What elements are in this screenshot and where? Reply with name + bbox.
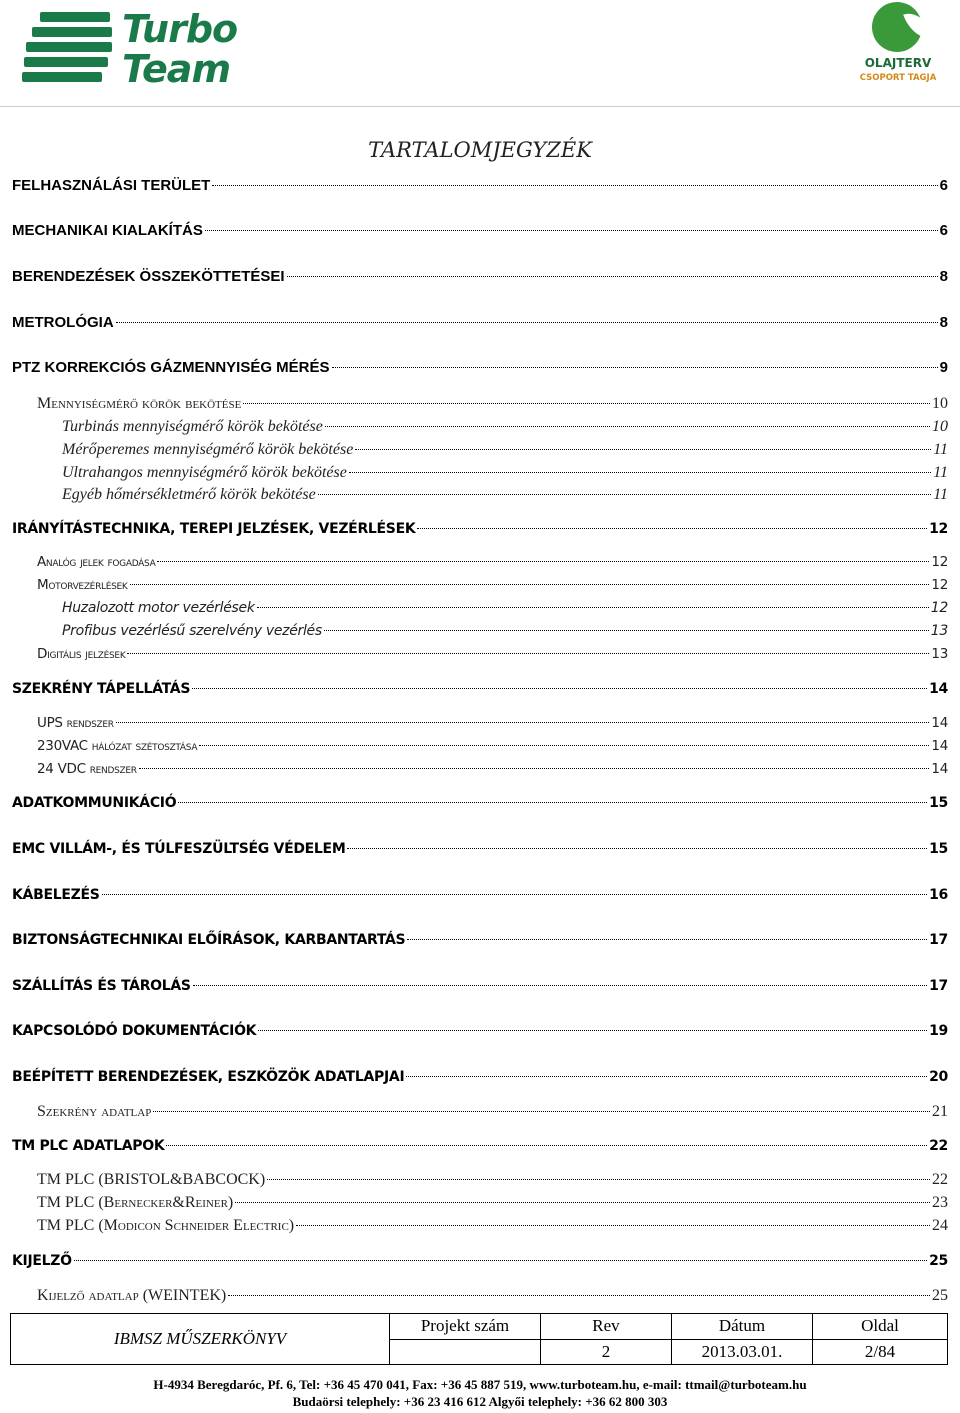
- revision-value: 2: [541, 1339, 672, 1365]
- toc-entry[interactable]: KAPCSOLÓDÓ DOKUMENTÁCIÓK 19: [12, 1023, 948, 1039]
- date-header: Dátum: [672, 1314, 813, 1340]
- toc-entry[interactable]: PTZ KORREKCIÓS GÁZMENNYISÉG MÉRÉS 9: [12, 359, 948, 376]
- toc-entry[interactable]: SZÁLLÍTÁS ÉS TÁROLÁS 17: [12, 978, 948, 994]
- toc-entry[interactable]: Digitális jelzések 13: [37, 646, 948, 662]
- toc-entry[interactable]: 24 VDC rendszer 14: [37, 761, 948, 777]
- page-header: [0, 0, 960, 110]
- toc-entry[interactable]: EMC VILLÁM-, ÉS TÚLFESZÜLTSÉG VÉDELEM 15: [12, 841, 948, 857]
- footer-address: H-4934 Beregdaróc, Pf. 6, Tel: +36 45 470 041, Fax: +36 45 887 519, www.turboteam.hu, e-mail: ttmail@turboteam.hu: [153, 1377, 807, 1392]
- toc-entry[interactable]: Mennyiségmérő körök bekötése 10: [37, 395, 948, 412]
- turbo-team-logo: [22, 7, 322, 91]
- page-header-cell: Oldal: [813, 1314, 948, 1340]
- partner-sub: CSOPORT TAGJA: [859, 73, 937, 83]
- toc-entry[interactable]: BEÉPÍTETT BERENDEZÉSEK, ESZKÖZÖK ADATLAPJAI 20: [12, 1069, 948, 1085]
- toc-entry[interactable]: Huzalozott motor vezérlések 12: [62, 600, 948, 616]
- revision-header: Rev: [541, 1314, 672, 1340]
- toc-entry[interactable]: Egyéb hőmérsékletmérő körök bekötése 11: [62, 486, 948, 503]
- toc-entry[interactable]: 230VAC hálózat szétosztása 14: [37, 738, 948, 754]
- toc-entry[interactable]: TM PLC (BRISTOL&BABCOCK) 22: [37, 1171, 948, 1188]
- toc-title: TARTALOMJEGYZÉK: [368, 138, 592, 162]
- partner-name: OLAJTERV: [864, 56, 932, 70]
- toc-entry[interactable]: UPS rendszer 14: [37, 715, 948, 731]
- toc-entry[interactable]: TM PLC (Modicon Schneider Electric) 24: [37, 1217, 948, 1234]
- toc-entry[interactable]: Profibus vezérlésű szerelvény vezérlés 13: [62, 623, 948, 639]
- toc-entry[interactable]: Ultrahangos mennyiségmérő körök bekötése 11: [62, 464, 948, 481]
- logo-bars-icon: [22, 10, 114, 88]
- header-divider: [0, 106, 960, 107]
- toc-entry[interactable]: Kijelző adatlap (WEINTEK) 25: [37, 1287, 948, 1304]
- toc-entry[interactable]: Szekrény adatlap 21: [37, 1103, 948, 1120]
- toc-entry[interactable]: BERENDEZÉSEK ÖSSZEKÖTTETÉSEI 8: [12, 268, 948, 285]
- toc-entry[interactable]: Turbinás mennyiségmérő körök bekötése 10: [62, 418, 948, 435]
- leaf-circle-icon: [872, 2, 922, 52]
- toc-entry[interactable]: SZEKRÉNY TÁPELLÁTÁS 14: [12, 681, 948, 697]
- toc-entry[interactable]: ADATKOMMUNIKÁCIÓ 15: [12, 795, 948, 811]
- toc-entry[interactable]: Motorvezérlések 12: [37, 577, 948, 593]
- date-value: 2013.03.01.: [672, 1339, 813, 1365]
- project-number-value: [390, 1339, 541, 1365]
- toc-entry[interactable]: KÁBELEZÉS 16: [12, 887, 948, 903]
- project-number-header: Projekt szám: [390, 1314, 541, 1340]
- document-info-table: [10, 1313, 948, 1365]
- toc-entry[interactable]: Mérőperemes mennyiségmérő körök bekötése 11: [62, 441, 948, 458]
- olajterv-logo: [850, 2, 946, 88]
- toc-entry[interactable]: KIJELZŐ 25: [12, 1253, 948, 1269]
- logo-word-team: Team: [122, 47, 231, 91]
- toc-entry[interactable]: TM PLC ADATLAPOK 22: [12, 1138, 948, 1154]
- logo-word-turbo: Turbo: [122, 7, 238, 51]
- page-number-value: 2/84: [813, 1339, 948, 1365]
- toc-entry[interactable]: IRÁNYÍTÁSTECHNIKA, TEREPI JELZÉSEK, VEZÉRLÉSEK 12: [12, 521, 948, 537]
- toc-entry[interactable]: MECHANIKAI KIALAKÍTÁS 6: [12, 222, 948, 239]
- toc-entry[interactable]: METROLÓGIA 8: [12, 314, 948, 331]
- footer-sites: Budaörsi telephely: +36 23 416 612 Algyői telephely: +36 62 800 303: [292, 1394, 668, 1409]
- toc-entry[interactable]: Analóg jelek fogadása 12: [37, 554, 948, 570]
- toc-entry[interactable]: FELHASZNÁLÁSI TERÜLET 6: [12, 177, 948, 194]
- toc-entry[interactable]: TM PLC (Bernecker&Reiner) 23: [37, 1194, 948, 1211]
- toc-entry[interactable]: BIZTONSÁGTECHNIKAI ELŐÍRÁSOK, KARBANTARTÁS 17: [12, 932, 948, 948]
- document-title: IBMSZ MŰSZERKÖNYV: [11, 1314, 390, 1365]
